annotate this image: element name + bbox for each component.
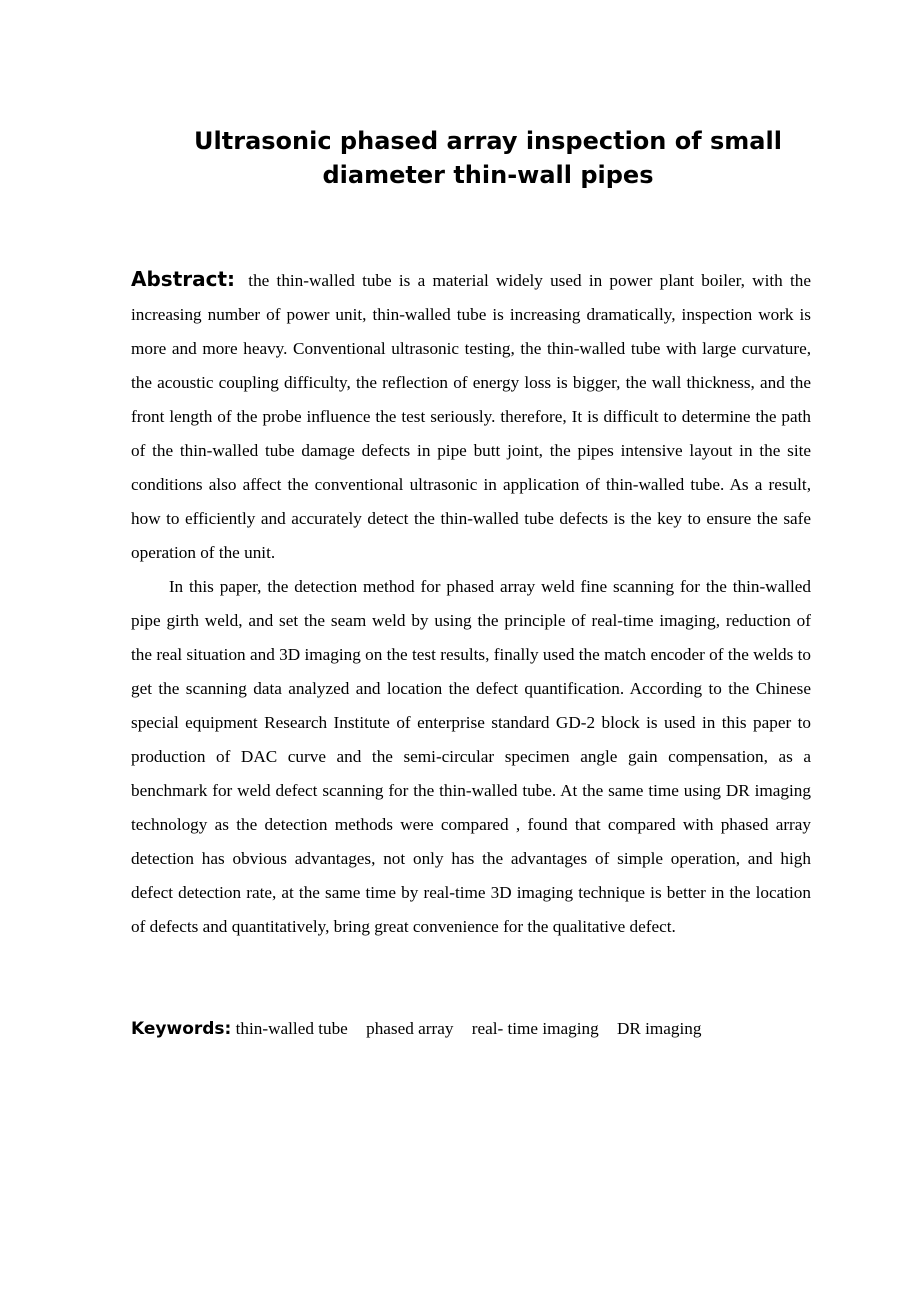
title-line-1: Ultrasonic phased array inspection of small	[194, 127, 782, 155]
abstract-paragraph-1	[131, 262, 811, 570]
keywords-label: Keywords:	[131, 1019, 232, 1039]
abstract-paragraph-2: In this paper, the detection method for phased array weld fine scanning for the thin-walled pipe girth weld, and set the seam weld by using the principle of real-time imaging, reduction of the real situation and 3D imaging on the test results, finally used the match encoder of the welds to get the scanning data analyzed and location the defect quantification. According to the Chinese special equipment Research Institute of enterprise standard GD-2 block is used in this paper to production of DAC curve and the semi-circular specimen angle gain compensation, as a benchmark for weld defect scanning for the thin-walled tube. At the same time using DR imaging technology as the detection methods were compared , found that compared with phased array detection has obvious advantages, not only has the advantages of simple operation, and high defect detection rate, at the same time by real-time 3D imaging technique is better in the location of defects and quantitatively, bring great convenience for the qualitative defect.	[131, 577, 811, 936]
keyword-item: DR imaging	[616, 1019, 702, 1038]
abstract-section	[131, 262, 811, 944]
title-line-2: diameter thin-wall pipes	[322, 161, 654, 189]
paper-title	[160, 124, 816, 192]
abstract-text-1: the thin-walled tube is a material widely used in power plant boiler, with the increasing number of power unit, thin-walled tube is increasing dramatically, inspection work is more and more heavy. Conventional ultrasonic testing, the thin-walled tube with large curvature, the acoustic coupling difficulty, the reflection of energy loss is bigger, the wall thickness, and the front length of the probe influence the test seriously. therefore, It is difficult to determine the path of the thin-walled tube damage defects in pipe butt joint, the pipes intensive layout in the site conditions also affect the conventional ultrasonic in application of thin-walled tube. As a result, how to efficiently and accurately detect the thin-walled tube defects is the key to ensure the safe operation of the unit.	[131, 271, 811, 562]
keywords-section	[131, 1015, 811, 1043]
keyword-item: thin-walled tube	[235, 1019, 348, 1038]
abstract-label: Abstract:	[131, 267, 236, 291]
keyword-item: real- time imaging	[471, 1019, 599, 1038]
keyword-item: phased array	[366, 1019, 454, 1038]
